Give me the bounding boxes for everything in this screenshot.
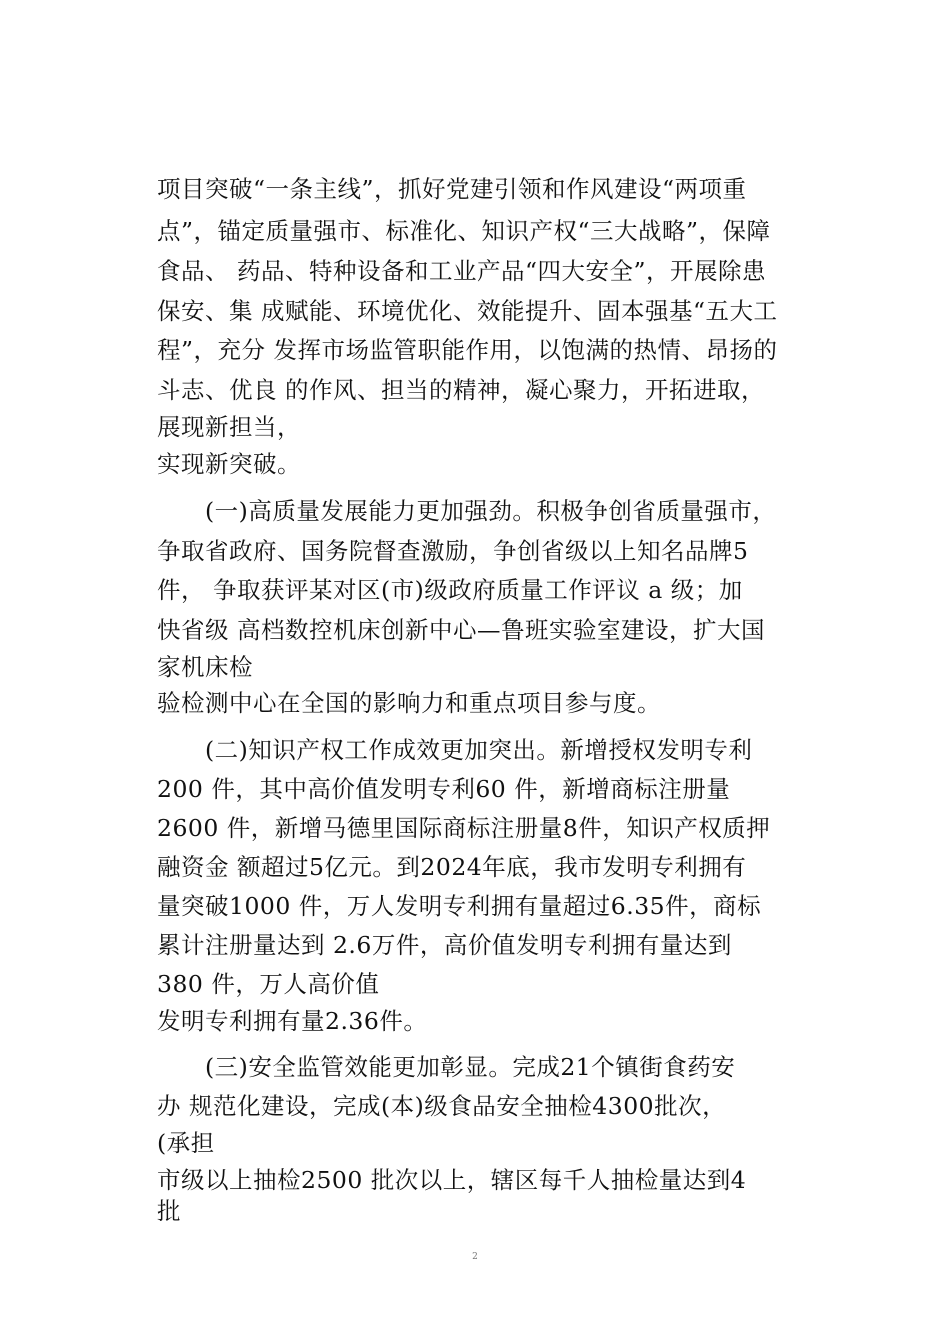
text-line: 实现新突破。 [157,450,301,478]
text-line: 快省级 高档数控机床创新中心—鲁班实验室建设，扩大国 [157,616,765,644]
text-line: 程”，充分 发挥市场监管职能作用，以饱满的热情、昂扬的 [157,336,778,364]
text-line: 件， 争取获评某对区(市)级政府质量工作评议 a 级；加 [157,576,743,604]
text-line: 200 件，其中高价值发明专利60 件，新增商标注册量 [157,775,731,803]
text-line: 点”，锚定质量强市、标准化、知识产权“三大战略”，保障 [157,217,771,245]
text-line: 批 [157,1197,181,1225]
text-line: 项目突破“一条主线”，抓好党建引领和作风建设“两项重 [157,175,747,203]
text-line: 保安、集 成赋能、环境优化、效能提升、固本强基“五大工 [157,297,778,325]
text-line: (承担 [157,1129,215,1157]
paragraph-heading-3: (三)安全监管效能更加彰显。完成21个镇街食药安 [205,1053,736,1081]
text-line: 累计注册量达到 2.6万件，高价值发明专利拥有量达到 [157,931,732,959]
page-number: 2 [472,1252,478,1262]
text-line: 量突破1000 件，万人发明专利拥有量超过6.35件，商标 [157,892,762,920]
text-line: 融资金 额超过5亿元。到2024年底，我市发明专利拥有 [157,853,747,881]
text-line: 办 规范化建设，完成(本)级食品安全抽检4300批次， [157,1092,727,1120]
paragraph-heading-1: (一)高质量发展能力更加强劲。积极争创省质量强市， [205,497,777,525]
text-line: 市级以上抽检2500 批次以上，辖区每千人抽检量达到4 [157,1166,747,1194]
paragraph-heading-2: (二)知识产权工作成效更加突出。新增授权发明专利 [205,736,753,764]
text-line: 斗志、优良 的作风、担当的精神，凝心聚力，开拓进取， [157,376,765,404]
text-line: 争取省政府、国务院督查激励，争创省级以上知名品牌5 [157,537,749,565]
text-line: 展现新担当， [157,413,301,441]
text-line: 食品、 药品、特种设备和工业产品“四大安全”，开展除患 [157,257,766,285]
text-line: 家机床检 [157,653,253,681]
text-line: 发明专利拥有量2.36件。 [157,1007,428,1035]
text-line: 380 件，万人高价值 [157,970,380,998]
text-line: 验检测中心在全国的影响力和重点项目参与度。 [157,689,661,717]
text-line: 2600 件，新增马德里国际商标注册量8件，知识产权质押 [157,814,771,842]
